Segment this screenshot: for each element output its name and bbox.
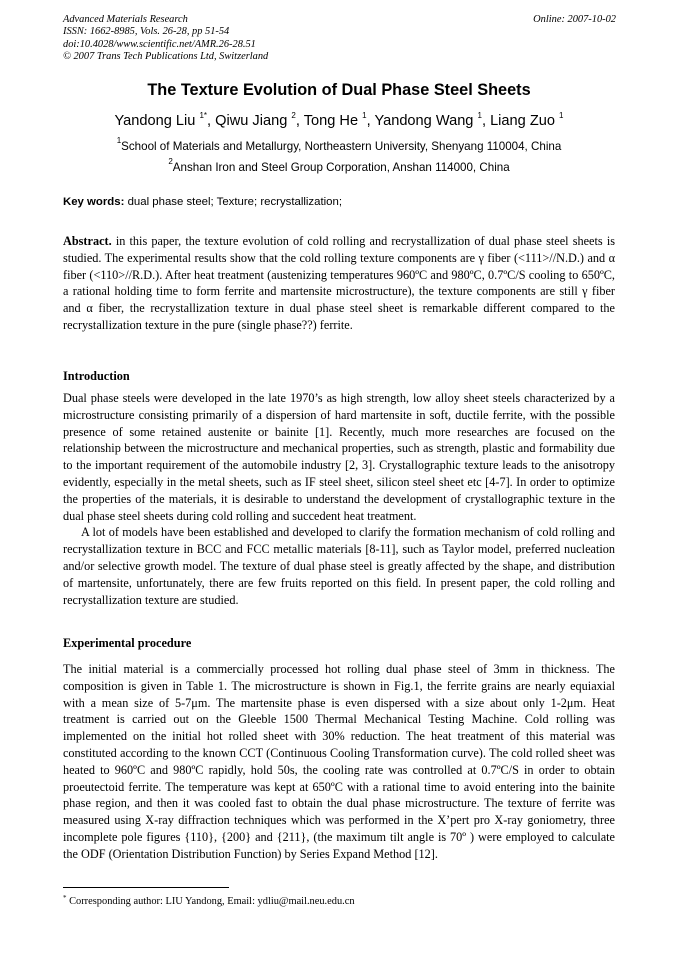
abstract-label: Abstract. [63,234,112,248]
footnote-text: Corresponding author: LIU Yandong, Email: ydliu@mail.neu.edu.cn [66,896,355,907]
author: Liang Zuo $^1$ [490,111,564,129]
abstract-text: in this paper, the texture evolution of cold rolling and recrystallization of dual phase steel sheets is studied. The experimental results show that the cold rolling texture components are γ fiber (<111>//N.D.) and α fiber (<110>//R.D.). After heat treatment (austenizing temperatures 960ºC and 980ºC, 0.7ºC/S cooling to 650ºC, a rational holding time to form ferrite and martensite microstructure), the texture components are still γ fiber and α fiber, the recrystallization texture in dual phase steel sheet is remarkable different compared to the recrystallization texture in the pure (single phase??) ferrite. [63,234,615,332]
author: Qiwu Jiang $^2$, [215,111,304,129]
affiliation-2: $^2$Anshan Iron and Steel Group Corporation, Anshan 114000, China [168,157,510,174]
affiliation-1: $^1$School of Materials and Metallurgy, Northeastern University, Shenyang 110004, China [116,136,562,153]
paragraph: Dual phase steels were developed in the late 1970’s as high strength, low alloy sheet steels characterized by a microstructure consisting primarily of a dispersion of hard martensite in soft, ductile ferrite, with the possible presence of some retained austenite or bainite [1]. Recently, much more researches are focused on the relationship between the microstructure and mechanical properties, such as strength, plastic and formability due to the important requirement of the automobile industry [2, 3]. Crystallographic texture leads to the anisotropy evidently, especially in the metal sheets, such as IF steel sheet, silicon steel sheet etc [4-7]. In order to optimize the properties of the materials, it is desirable to understand the development of crystallographic texture in the dual phase steel sheets during cold rolling and succedent heat treatment. [63,391,615,523]
author: Tong He $^1$, [303,111,375,129]
online-date: Online: 2007-10-02 [533,14,616,25]
author: Yandong Liu $^{1*}$, [114,111,216,129]
paragraph: A lot of models have been established and developed to clarify the formation mechanism of cold rolling and recrystallization texture in BCC and FCC metallic materials [8-11], such as Taylor model, preferred nucleation and/or selective growth model. The texture of dual phase steel is greatly affected by the shape, and distribution of martensite, unfortunately, there are few fruits reported on this field. In present paper, the cold rolling and recrystallization texture are studied. [63,525,615,607]
experimental-body: The initial material is a commercially processed hot rolling dual phase steel of 3mm in thickness. The composition is given in Table 1. The microstructure is shown in Fig.1, the ferrite grains are nearly equiaxial with a mean size of 5-7μm. The martensite phase is even dispersed with a size about only 1-2μm. Heat treatment is carried out on the Gleeble 1500 Thermal Mechanical Testing Machine. Cold rolling was implemented on the initial hot rolled sheet with 30% reduction. The heat treatment of this material was constituted according to the known CCT (Continuous Cooling Transformation curve). The cold rolled sheet was heated to 960ºC and 980ºC rapidly, hold 50s, the cooling rate was controlled at 0.7ºC/S in order to obtain proeutectoid ferrite. The temperature was kept at 650ºC with a rational time to avoid entering into the bainite phase region, and then it was cooled fast to obtain the dual phase microstructure. The texture of ferrite was measured using X-ray diffraction techniques which was performed in the X’pert pro X-ray goniometry, three incomplete pole figures {110}, {200} and {211}, (the maximum tilt angle is 70º ) were employed to calculate the ODF (Orientation Distribution Function) by Series Expand Method [12]. [63,662,615,861]
journal-name: Advanced Materials Research [63,14,188,25]
footnote: * Corresponding author: LIU Yandong, Email: ydliu@mail.neu.edu.cn [63,894,355,907]
experimental-heading: Experimental procedure [63,636,192,650]
journal-doi: doi:10.4028/www.scientific.net/AMR.26-28.51 [63,38,256,50]
paper-title: The Texture Evolution of Dual Phase Steel Sheets [147,81,531,99]
author-list [0,113,678,129]
journal-header [63,14,616,63]
introduction-body [63,390,615,608]
abstract [63,233,615,334]
introduction-heading: Introduction [63,369,130,383]
journal-issn: ISSN: 1662-8985, Vols. 26-28, pp 51-54 [63,26,230,38]
footnote-divider [63,887,229,888]
author: Yandong Wang $^1$, [374,111,491,129]
keywords-text: dual phase steel; Texture; recrystallization; [124,196,342,208]
keywords-label: Key words: [63,196,125,208]
keywords [63,196,615,208]
journal-copyright: © 2007 Trans Tech Publications Ltd, Switzerland [63,50,269,62]
